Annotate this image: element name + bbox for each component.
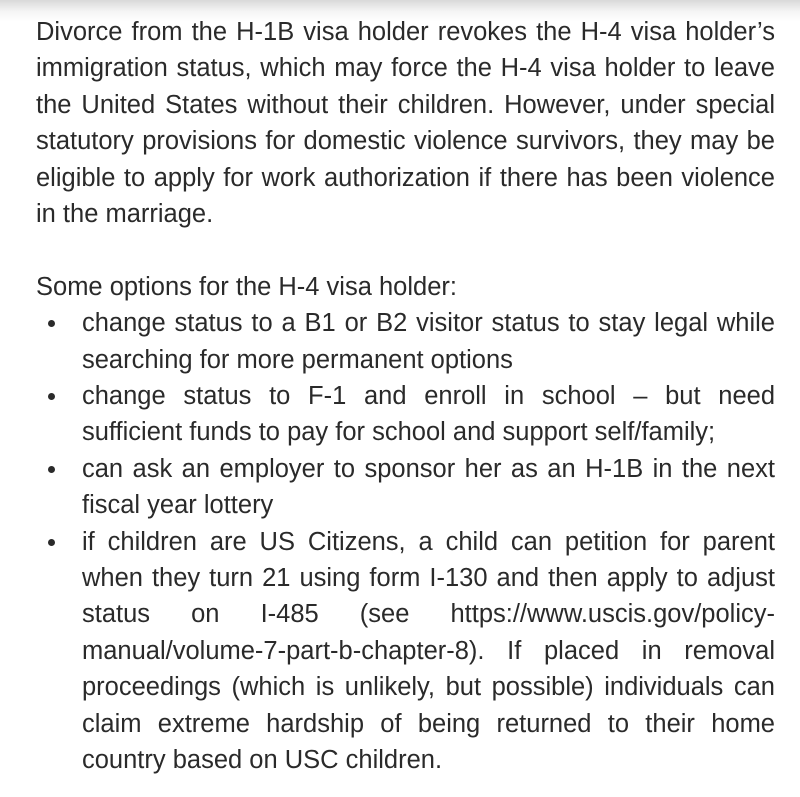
bullet-icon — [48, 320, 55, 327]
options-heading: Some options for the H-4 visa holder: — [36, 272, 457, 301]
list-item — [36, 524, 775, 779]
list-item-text: if children are US Citizens, a child can petition for parent when they turn 21 using form I-130 and then apply to adjust status on I-485 (see https://www.uscis.gov/policy-manual/volume-7-part-b-chapter-8). If placed in removal proceedings (which is unlikely, but possible) individuals can claim extreme hardship of being returned to their home country based on USC children. — [82, 527, 775, 775]
paragraph-spacer — [36, 232, 775, 268]
list-item-text: change status to a B1 or B2 visitor status to stay legal while searching for more permanent options — [82, 309, 775, 374]
list-item — [36, 451, 775, 524]
list-item-text: can ask an employer to sponsor her as an H-1B in the next fiscal year lottery — [82, 454, 775, 520]
list-item — [36, 305, 775, 378]
bullet-icon — [48, 539, 55, 546]
document-body — [36, 14, 775, 779]
bullet-icon — [48, 466, 55, 473]
bullet-icon — [48, 393, 55, 400]
list-item — [36, 378, 775, 451]
list-item-text: change status to F-1 and enroll in school – but need sufficient funds to pay for school and support self/family; — [82, 382, 775, 447]
options-list — [36, 305, 775, 778]
intro-paragraph: Divorce from the H-1B visa holder revokes the H-4 visa holder’s immigration status, which may force the H-4 visa holder to leave the United States without their children. However, under special statutory provisions for domestic violence survivors, they may be eligible to apply for work authorization if there has been violence in the marriage. — [36, 18, 775, 229]
